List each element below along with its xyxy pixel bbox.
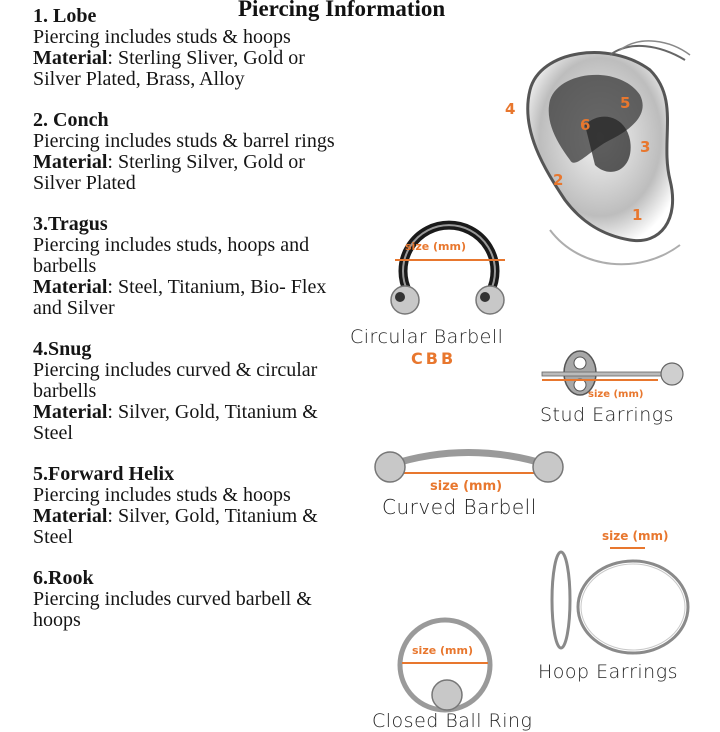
section-includes: Piercing includes curved barbell & hoops (33, 588, 312, 631)
material-value: : Sterling Silver, Gold or Silver Plated (33, 151, 305, 194)
material-value: : Steel, Titanium, Bio- Flex and Silver (33, 276, 327, 319)
section-forward-helix (33, 464, 353, 548)
material-label: Material (33, 401, 108, 423)
closed-ball-ring-icon (390, 615, 500, 715)
circular-barbell-size: size (mm) (405, 240, 466, 253)
cbb-abbreviation: CBB (411, 349, 457, 368)
hoop-earrings-figure (545, 545, 705, 655)
material-label: Material (33, 47, 108, 69)
section-tragus (33, 214, 353, 319)
ear-marker-3: 3 (640, 138, 651, 156)
section-includes: Piercing includes studs & barrel rings (33, 130, 335, 152)
section-material (33, 152, 353, 194)
section-heading: 4.Snug (33, 338, 92, 360)
circular-barbell-label: Circular Barbell (350, 326, 504, 348)
ear-marker-2: 2 (553, 171, 564, 189)
page-title: Piercing Information (238, 0, 446, 21)
ear-marker-4: 4 (505, 100, 516, 118)
material-value: : Silver, Gold, Titanium & Steel (33, 505, 318, 548)
stud-earrings-figure (540, 345, 690, 405)
hoop-earrings-size: size (mm) (602, 529, 669, 543)
closed-ball-ring-figure (390, 615, 500, 715)
section-heading: 6.Rook (33, 567, 94, 589)
hoop-earrings-label: Hoop Earrings (538, 661, 679, 683)
material-label: Material (33, 276, 108, 298)
material-value: : Sterling Sliver, Gold or Silver Plated, Brass, Alloy (33, 47, 305, 90)
piercing-list (33, 6, 353, 651)
section-material (33, 277, 353, 319)
closed-ball-ring-label: Closed Ball Ring (372, 710, 533, 732)
material-label: Material (33, 505, 108, 527)
section-material (33, 48, 353, 90)
section-heading: 2. Conch (33, 109, 109, 131)
ear-marker-6: 6 (580, 116, 591, 134)
section-heading: 5.Forward Helix (33, 463, 175, 485)
section-conch (33, 110, 353, 194)
ear-marker-5: 5 (620, 94, 631, 112)
material-value: : Silver, Gold, Titanium & Steel (33, 401, 318, 444)
curved-barbell-label: Curved Barbell (382, 495, 537, 519)
section-heading: 3.Tragus (33, 213, 108, 235)
section-includes: Piercing includes studs, hoops and barbells (33, 234, 310, 277)
section-heading: 1. Lobe (33, 5, 97, 27)
section-includes: Piercing includes studs & hoops (33, 26, 291, 48)
stud-earrings-label: Stud Earrings (540, 404, 675, 426)
section-material (33, 506, 353, 548)
stud-earrings-size: size (mm) (588, 389, 644, 400)
section-rook (33, 568, 353, 631)
ear-marker-1: 1 (632, 206, 643, 224)
section-includes: Piercing includes curved & circular barbells (33, 359, 318, 402)
section-includes: Piercing includes studs & hoops (33, 484, 291, 506)
hoop-earrings-icon (545, 545, 705, 655)
material-label: Material (33, 151, 108, 173)
closed-ball-ring-size: size (mm) (412, 644, 473, 657)
section-material (33, 402, 353, 444)
circular-barbell-icon (370, 210, 530, 320)
circular-barbell-figure (370, 210, 530, 320)
section-lobe (33, 6, 353, 90)
section-snug (33, 339, 353, 444)
curved-barbell-size: size (mm) (430, 479, 503, 494)
